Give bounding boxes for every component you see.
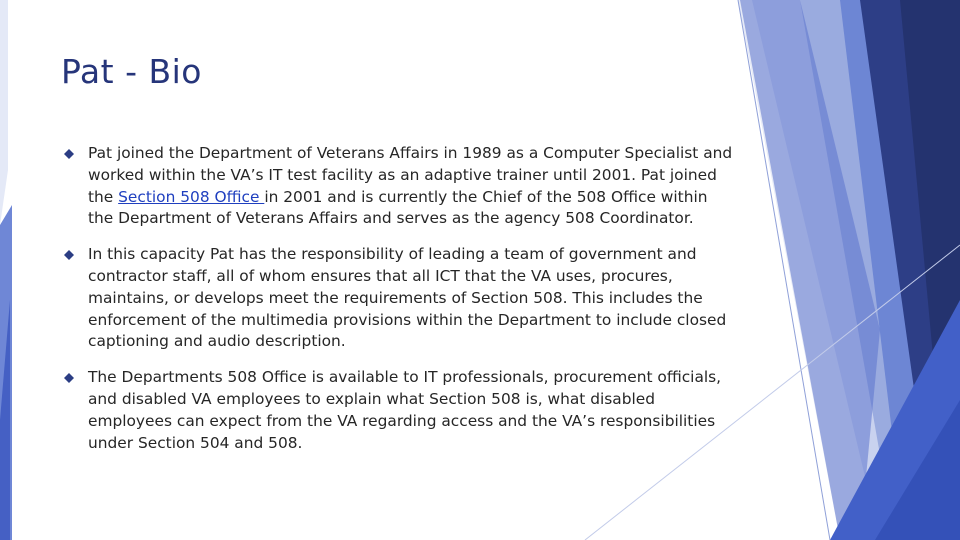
slide-title: Pat - Bio [61, 52, 202, 91]
bullet-text: In this capacity Pat has the responsibility of leading a team of government and contractor staff, all of whom ensures that all ICT that the VA uses, procures, maintains, or develops meet the requirements of Section 508. This includes the enforcement of the multimedia provisions within the Department to include closed captioning and audio description. [88, 245, 727, 351]
diamond-bullet-icon [64, 373, 74, 383]
bullet-text: The Departments 508 Office is available to IT professionals, procurement officials, and disabled VA employees to explain what Section 508 is, what disabled employees can expect from the VA regarding access and the VA’s responsibilities under Section 504 and 508. [88, 368, 722, 452]
section-508-office-link[interactable]: Section 508 Office [118, 187, 265, 206]
bullet-item [64, 244, 734, 353]
bullet-item [64, 367, 734, 454]
bullet-list [64, 143, 734, 468]
diamond-bullet-icon [64, 149, 74, 159]
bullet-text: Pat joined the Department of Veterans Affairs in 1989 as a Computer Specialist and worked within the VA’s IT test facility as an adaptive trainer until 2001. Pat joined the [88, 144, 733, 206]
bullet-text: in 2001 and is currently the Chief of the 508 Office within the Department of Veterans Affairs and serves as the agency 508 Coordinator. [88, 187, 708, 228]
diamond-bullet-icon [64, 250, 74, 260]
bullet-item [64, 143, 734, 230]
